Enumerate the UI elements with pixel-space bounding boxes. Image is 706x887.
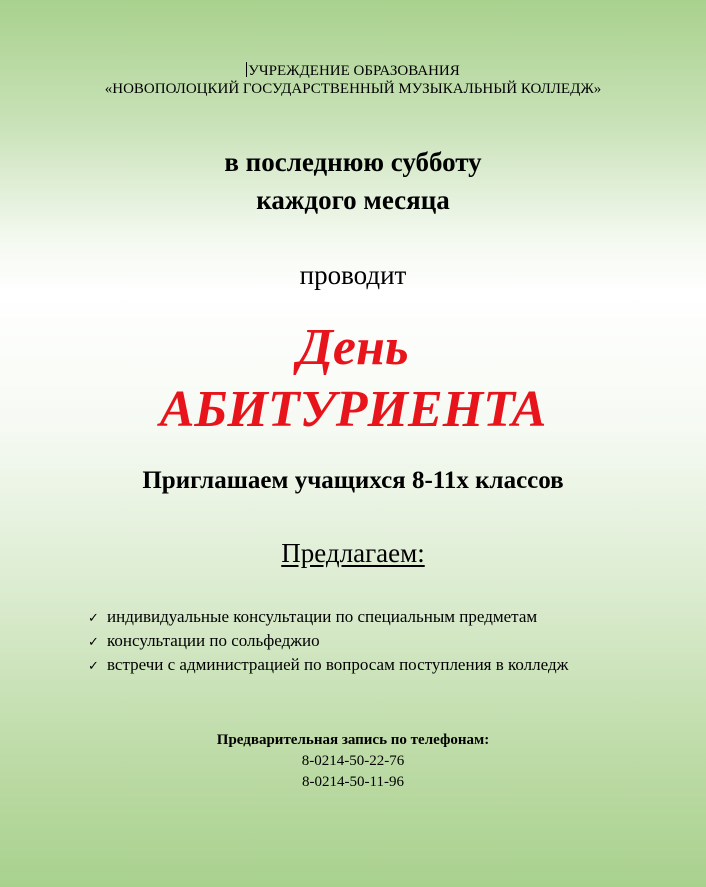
list-item-text: консультации по сольфеджио: [107, 631, 320, 650]
event-title-line-1: День: [297, 319, 409, 376]
contacts: [0, 730, 706, 793]
institution-line-1: [0, 62, 706, 80]
offer-heading-text: Предлагаем:: [281, 538, 425, 568]
list-item-text: индивидуальные консультации по специальным предметам: [107, 607, 538, 626]
checkmark-icon: ✓: [88, 659, 99, 674]
list-item-text: встречи с администрацией по вопросам поступления в колледж: [107, 655, 569, 674]
checkmark-icon: ✓: [88, 635, 99, 650]
checkmark-icon: ✓: [88, 611, 99, 626]
event-title: [0, 317, 706, 441]
institution-name: «НОВОПОЛОЦКИЙ ГОСУДАРСТВЕННЫЙ МУЗЫКАЛЬНЫЙ КОЛЛЕДЖ»: [104, 81, 602, 97]
invitation-text: Приглашаем учащихся 8-11х классов: [142, 467, 564, 494]
institution-header: [0, 62, 706, 98]
list-item: [88, 654, 688, 678]
phone-number-1: 8-0214-50-22-76: [301, 753, 405, 769]
list-item: [88, 630, 688, 654]
event-title-line-2: АБИТУРИЕНТА: [159, 381, 547, 438]
institution-type: УЧРЕЖДЕНИЕ ОБРАЗОВАНИЯ: [248, 63, 460, 79]
schedule-line-2: каждого месяца: [256, 185, 450, 215]
list-item: [88, 606, 688, 630]
contacts-title: Предварительная запись по телефонам:: [216, 732, 490, 748]
offers-list: [88, 606, 688, 678]
schedule-line-1: в последнюю субботу: [224, 147, 482, 177]
schedule: [0, 143, 706, 219]
offer-heading: [0, 535, 706, 571]
phone-number-2: 8-0214-50-11-96: [302, 774, 404, 790]
conducts-text: проводит: [299, 260, 407, 290]
